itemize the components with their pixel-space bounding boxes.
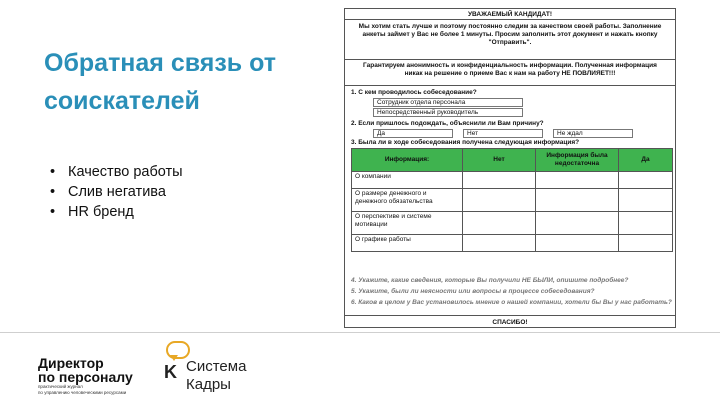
- bullet-list: [50, 162, 183, 222]
- bullet-item: • HR бренд: [50, 202, 183, 222]
- table-cell: [536, 189, 619, 212]
- question-3: 3. Была ли в ходе собеседования получена следующая информация?: [351, 139, 580, 146]
- logo1-line1: Директор: [38, 355, 104, 371]
- table-cell: О графике работы: [352, 235, 463, 252]
- logo2-line1: Система: [186, 358, 247, 375]
- logo2-line2: Кадры: [186, 376, 231, 393]
- table-row: [352, 172, 673, 189]
- table-cell: [619, 172, 673, 189]
- table-header: Нет: [463, 149, 536, 172]
- question-5: 5. Укажите, были ли неясности или вопросы в процессе собеседования?: [351, 288, 595, 295]
- footer-divider: [0, 332, 720, 333]
- table-cell: [619, 189, 673, 212]
- logo1-line2: по персоналу: [38, 369, 133, 385]
- logo2-text: [186, 358, 246, 394]
- question-6: 6. Каков в целом у Вас установилось мнение о нашей компании, хотели бы Вы у нас работать?: [351, 299, 672, 306]
- form-thanks: СПАСИБО!: [345, 315, 675, 327]
- bullet-item: • Качество работы: [50, 162, 183, 182]
- sistema-kadry-logo: [162, 341, 252, 397]
- table-header: Информация:: [352, 149, 463, 172]
- question-4: 4. Укажите, какие сведения, которые Вы получили НЕ БЫЛИ, опишите подробнее?: [351, 277, 629, 284]
- form-guarantee: Гарантируем анонимность и конфиденциальность информации. Полученная информация никак на решение о приеме Вас к нам на работу НЕ ПОВЛИЯЕТ!!!: [345, 60, 675, 86]
- speech-bubble-tail-icon: [170, 355, 178, 361]
- table-cell: О компании: [352, 172, 463, 189]
- table-cell: [463, 235, 536, 252]
- q2-option: Нет: [463, 129, 543, 138]
- form-intro: Мы хотим стать лучше и поэтому постоянно следим за качеством своей работы. Заполнение анкеты займет у Вас не более 1 минуты. Просим заполнить этот документ и нажать кнопку "Отправить".: [345, 20, 675, 60]
- table-header: Информация была недостаточна: [536, 149, 619, 172]
- q1-option: Сотрудник отдела персонала: [373, 98, 523, 107]
- q2-option: Да: [373, 129, 453, 138]
- table-cell: [463, 212, 536, 235]
- table-header: Да: [619, 149, 673, 172]
- question-2: 2. Если пришлось подождать, объяснили ли Вам причину?: [351, 120, 544, 127]
- candidate-survey-form-image: [344, 8, 676, 328]
- logo1-small1: практический журнал: [38, 384, 83, 389]
- logo1-small2: по управлению человеческими ресурсами: [38, 389, 127, 395]
- table-cell: [463, 172, 536, 189]
- k-mark-icon: K: [164, 362, 177, 382]
- table-cell: О размере денежного и денежного обязательства: [352, 189, 463, 212]
- table-row: [352, 235, 673, 252]
- form-header: УВАЖАЕМЫЙ КАНДИДАТ!: [345, 9, 675, 20]
- table-cell: [463, 189, 536, 212]
- bullet-item: • Слив негатива: [50, 182, 183, 202]
- question-1: 1. С кем проводилось собеседование?: [351, 89, 477, 96]
- director-po-personalu-logo: [38, 356, 133, 395]
- table-row: [352, 189, 673, 212]
- q2-option: Не ждал: [553, 129, 633, 138]
- table-cell: О перспективе и системе мотивации: [352, 212, 463, 235]
- table-cell: [536, 212, 619, 235]
- table-header-row: [352, 149, 673, 172]
- table-cell: [619, 235, 673, 252]
- q1-option: Непосредственный руководитель: [373, 108, 523, 117]
- table-row: [352, 212, 673, 235]
- slide-title: Обратная связь от соискателей: [44, 49, 277, 115]
- table-cell: [536, 172, 619, 189]
- table-cell: [619, 212, 673, 235]
- info-table: [351, 148, 673, 252]
- table-cell: [536, 235, 619, 252]
